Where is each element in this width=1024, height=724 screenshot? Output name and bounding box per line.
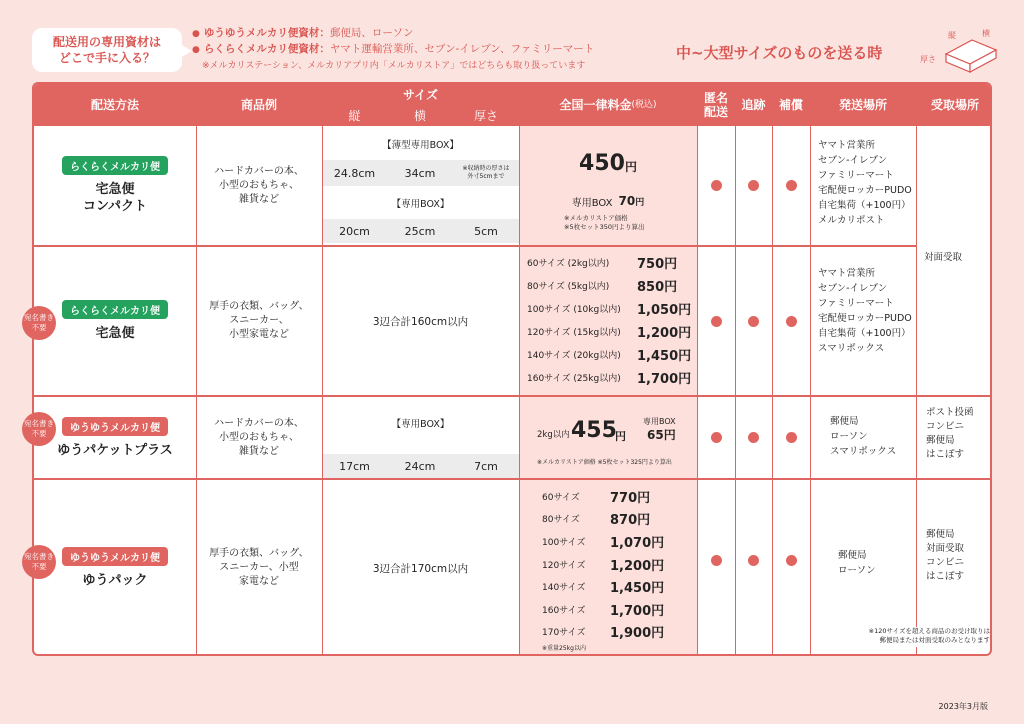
header-tracking: 追跡: [735, 84, 772, 126]
tag-yuyu: ゆうゆうメルカリ便: [62, 547, 168, 566]
price-row: [527, 348, 692, 364]
ship-from-item: ファミリーマート: [818, 298, 894, 309]
footnote-line: 郵便局または対面受取のみとなります: [879, 636, 990, 644]
check-dot-icon: [711, 555, 722, 566]
receive-item: コンビニ: [926, 557, 965, 568]
badge-line: 不要: [31, 429, 47, 438]
size-yupack: 3辺合計170cm以内: [372, 562, 469, 575]
check-dot-icon: [748, 316, 759, 327]
ship-from-yupacket-plus: [830, 414, 916, 464]
rakuraku-material-label: らくらくメルカリ便資材：: [203, 43, 330, 55]
check-dot-icon: [711, 432, 722, 443]
box1-title: 【薄型専用BOX】: [382, 140, 459, 151]
ship-from-item: スマリボックス: [818, 343, 885, 354]
price-amount: 870円: [610, 513, 651, 528]
yp-note: ※メルカリストア価格 ※5枚セット325円より算出: [537, 459, 672, 466]
price-row: [527, 325, 692, 341]
ship-from-item: 自宅集荷（+100円）: [818, 200, 911, 211]
box2-h: 20cm: [339, 224, 370, 238]
ship-from-item: 郵便局: [838, 550, 867, 561]
shipping-table: [32, 82, 992, 656]
method-yupacket-plus: [31, 397, 196, 478]
yuyu-material-label: ゆうゆうメルカリ便資材：: [203, 27, 330, 39]
ship-from-item: ローソン: [830, 431, 868, 442]
method-compact: [34, 126, 196, 245]
check-dot-icon: [786, 180, 797, 191]
footnote: [834, 627, 990, 647]
price-amount: 1,700円: [610, 604, 665, 619]
header-method: 配送方法: [34, 84, 196, 126]
header-size-w: 横: [387, 106, 453, 126]
price-size: 160サイズ: [542, 606, 586, 616]
no-address-badge: [22, 545, 56, 579]
box-price: [519, 192, 697, 210]
receive-item: 郵便局: [926, 435, 955, 446]
service-name: 宅急便: [95, 326, 135, 341]
ship-from-yupack: [838, 548, 916, 580]
box2-w: 25cm: [404, 224, 436, 238]
header-price-label: 全国一律料金: [559, 98, 632, 112]
yp-box-label: 専用BOX: [643, 417, 676, 426]
service-name: ゆうパケットプラス: [57, 442, 173, 458]
service-name: ゆうパック: [82, 573, 148, 588]
ship-from-item: スマリボックス: [830, 446, 897, 457]
badge-line: 宛名書き: [24, 552, 54, 561]
box-label-w: 横: [982, 29, 990, 38]
badge-line: 不要: [31, 323, 47, 332]
price-note-line: ※メルカリストア価格: [564, 214, 628, 222]
box-price-label: 専用BOX: [571, 197, 613, 209]
check-dot-icon: [711, 180, 722, 191]
service-name: 宅急便: [95, 182, 135, 197]
box1-h: 24.8cm: [333, 166, 376, 180]
header-price: [519, 84, 697, 126]
method-yupack: [31, 480, 196, 656]
price-size: 60サイズ (2kg以内): [527, 259, 610, 269]
price-row: [542, 490, 651, 506]
ship-from-item: セブン-イレブン: [818, 155, 888, 166]
box2-title: 【専用BOX】: [391, 199, 450, 210]
check-dot-icon: [711, 316, 722, 327]
price-size: 140サイズ (20kg以内): [527, 351, 621, 361]
item-line: スニーカー、: [229, 315, 289, 326]
box1-note-line: 外寸5cmまで: [467, 173, 505, 180]
store-note: ※メルカリステーション、メルカリアプリ内「メルカリストア」ではどちらも取り扱っています: [202, 61, 586, 71]
price-size: 80サイズ (5kg以内): [527, 282, 610, 292]
price-amount: 1,050円: [637, 303, 692, 318]
price-amount: 750円: [637, 257, 678, 272]
price-row: [527, 371, 692, 387]
box1-note-line: ※収納時の厚さは: [462, 165, 510, 172]
badge-line: 宛名書き: [24, 313, 54, 322]
header-anonymous: 匿名配送: [697, 84, 735, 126]
price-size: 60サイズ: [542, 493, 580, 503]
receive-yupack: [926, 528, 992, 588]
anon-mark: [697, 247, 735, 395]
material-locations: [192, 26, 594, 74]
price-yen: 円: [624, 159, 637, 174]
track-mark: [735, 397, 772, 478]
bullet-icon: ●: [192, 29, 200, 39]
price-row: [542, 625, 665, 641]
items-compact: [196, 126, 322, 245]
ship-from-item: メルカリポスト: [818, 215, 885, 226]
price-amount: 1,450円: [610, 581, 665, 596]
price-amount: 1,200円: [610, 559, 665, 574]
ship-from-item: 宅配便ロッカーPUDO: [818, 313, 912, 324]
track-mark: [735, 126, 772, 245]
size-takkyubin: 3辺合計160cm以内: [372, 315, 469, 328]
yp-weight: 2kg以内: [537, 430, 570, 440]
bubble-line-2: どこで手に入る？: [58, 51, 155, 65]
edition-label: 2023年3月版: [938, 702, 988, 711]
box-label-h: 縦: [948, 31, 956, 40]
track-mark: [735, 480, 772, 640]
yp-w: 24cm: [404, 459, 436, 473]
price-row: [542, 580, 665, 596]
price-size: 170サイズ: [542, 628, 586, 638]
bullet-icon: ●: [192, 45, 200, 55]
ship-from-item: 宅配便ロッカーPUDO: [818, 185, 912, 196]
rakuraku-material-value: ヤマト運輸営業所、セブン-イレブン、ファミリーマート: [329, 43, 595, 55]
check-dot-icon: [748, 555, 759, 566]
price-amount: 850円: [637, 280, 678, 295]
ship-from-item: ヤマト営業所: [818, 140, 876, 151]
price-size: 100サイズ: [542, 538, 586, 548]
item-line: ハードカバーの本、: [214, 417, 304, 429]
comp-mark: [772, 126, 810, 245]
price-amount: 770円: [610, 491, 651, 506]
yp-box-title: 【専用BOX】: [391, 419, 450, 430]
method-takkyubin: [31, 247, 196, 395]
check-dot-icon: [748, 180, 759, 191]
tag-rakuraku: らくらくメルカリ便: [62, 300, 168, 319]
price-compact: [519, 146, 697, 180]
header-items: 商品例: [196, 84, 322, 126]
price-amount: 1,900円: [610, 626, 665, 641]
check-dot-icon: [786, 316, 797, 327]
price-amount: 1,700円: [637, 372, 692, 387]
anon-mark: [697, 480, 735, 640]
price-size: 120サイズ (15kg以内): [527, 328, 621, 338]
item-line: 小型のおもちゃ、: [219, 179, 299, 191]
grid-line: [916, 84, 917, 656]
receive-item: はこぽす: [926, 449, 965, 460]
price-row: [527, 302, 692, 318]
price-size: 120サイズ: [542, 561, 586, 571]
item-line: スニーカー、小型: [219, 562, 299, 573]
box-dimensions-diagram: [918, 26, 1002, 76]
receive-item: はこぽす: [926, 571, 965, 582]
price-row: [542, 603, 665, 619]
yp-h: 17cm: [339, 459, 370, 473]
anon-mark: [697, 126, 735, 245]
grid-line: [810, 84, 811, 656]
badge-line: 宛名書き: [24, 419, 54, 428]
header-ship-from: 発送場所: [810, 84, 916, 126]
no-address-badge: [22, 306, 56, 340]
price-notes: [564, 214, 694, 234]
price-amount: 1,200円: [637, 326, 692, 341]
ship-from-compact: [818, 138, 916, 238]
info-bubble: [32, 28, 182, 72]
item-line: 小型家電など: [229, 329, 289, 340]
no-address-badge: [22, 412, 56, 446]
box-price-yen: 円: [635, 197, 645, 208]
items-yupack: [196, 480, 322, 656]
price-row: [542, 535, 665, 551]
receive-item: 対面受取: [926, 543, 965, 554]
price-note-line: ※5枚セット350円より算出: [564, 223, 645, 231]
price-size: 80サイズ: [542, 515, 580, 525]
ship-from-item: セブン-イレブン: [818, 283, 888, 294]
price-size: 160サイズ (25kg以内): [527, 374, 621, 384]
price-amount: 1,070円: [610, 536, 665, 551]
ship-from-item: ヤマト営業所: [818, 268, 876, 279]
ship-from-item: 自宅集荷（+100円）: [818, 328, 911, 339]
yp-box-price: 65円: [647, 428, 676, 442]
ship-from-item: 郵便局: [830, 416, 859, 427]
box-price-value: 70: [618, 194, 636, 208]
price-row: [527, 279, 678, 295]
ship-from-item: ファミリーマート: [818, 170, 894, 181]
receive-item: コンビニ: [926, 421, 965, 432]
yuyu-material-value: 郵便局、ローソン: [329, 27, 414, 39]
check-dot-icon: [748, 432, 759, 443]
header-receive: 受取場所: [916, 84, 992, 126]
box2-d: 5cm: [474, 224, 498, 238]
header-compensation: 補償: [772, 84, 810, 126]
footnote-line: ※120サイズを超える商品のお受け取りは: [868, 627, 990, 635]
service-name-2: コンパクト: [82, 199, 148, 214]
comp-mark: [772, 480, 810, 640]
header-price-tax: (税込): [631, 100, 657, 110]
header-size-d: 厚さ: [453, 106, 519, 126]
track-mark: [735, 247, 772, 395]
receive-item: ポスト投函: [926, 407, 974, 418]
ship-from-item: ローソン: [838, 565, 876, 576]
item-line: 雑貨など: [239, 445, 279, 457]
items-yupacket-plus: [196, 397, 322, 478]
page-title: 中~大型サイズのものを送る時: [676, 44, 883, 62]
price-row: [542, 558, 665, 574]
receive-yupacket-plus: [926, 406, 992, 470]
items-takkyubin: [196, 247, 322, 395]
item-line: 家電など: [239, 576, 279, 587]
weight-note: ※重量25kg以内: [542, 645, 586, 652]
item-line: ハードカバーの本、: [214, 165, 304, 177]
price-row: [527, 256, 678, 272]
price-row: [542, 512, 651, 528]
ship-from-takkyubin: [818, 266, 916, 366]
price-size: 140サイズ: [542, 583, 586, 593]
price-amount: 1,450円: [637, 349, 692, 364]
header-size: サイズ: [322, 84, 519, 106]
yp-price-value: 455: [571, 418, 617, 443]
price-value: 450: [579, 150, 625, 176]
comp-mark: [772, 397, 810, 478]
item-line: 小型のおもちゃ、: [219, 431, 299, 443]
item-line: 厚手の衣類、バッグ、: [209, 301, 309, 312]
yp-price-yen: 円: [615, 430, 626, 443]
header-size-h: 縦: [322, 106, 387, 126]
anon-mark: [697, 397, 735, 478]
item-line: 厚手の衣類、バッグ、: [209, 548, 309, 559]
price-size: 100サイズ (10kg以内): [527, 305, 621, 315]
box1-w: 34cm: [404, 166, 436, 180]
box1-note: [453, 160, 519, 186]
badge-line: 不要: [31, 562, 47, 571]
receive-item: 郵便局: [926, 529, 955, 540]
check-dot-icon: [786, 555, 797, 566]
yp-d: 7cm: [474, 459, 498, 473]
receive-face-to-face: 対面受取: [924, 252, 963, 263]
box-label-d: 厚さ: [920, 55, 936, 64]
item-line: 雑貨など: [239, 193, 279, 205]
tag-yuyu: ゆうゆうメルカリ便: [62, 417, 168, 436]
bubble-line-1: 配送用の専用資材は: [52, 35, 161, 49]
check-dot-icon: [786, 432, 797, 443]
yp-price: [527, 414, 697, 444]
comp-mark: [772, 247, 810, 395]
tag-rakuraku: らくらくメルカリ便: [62, 156, 168, 175]
